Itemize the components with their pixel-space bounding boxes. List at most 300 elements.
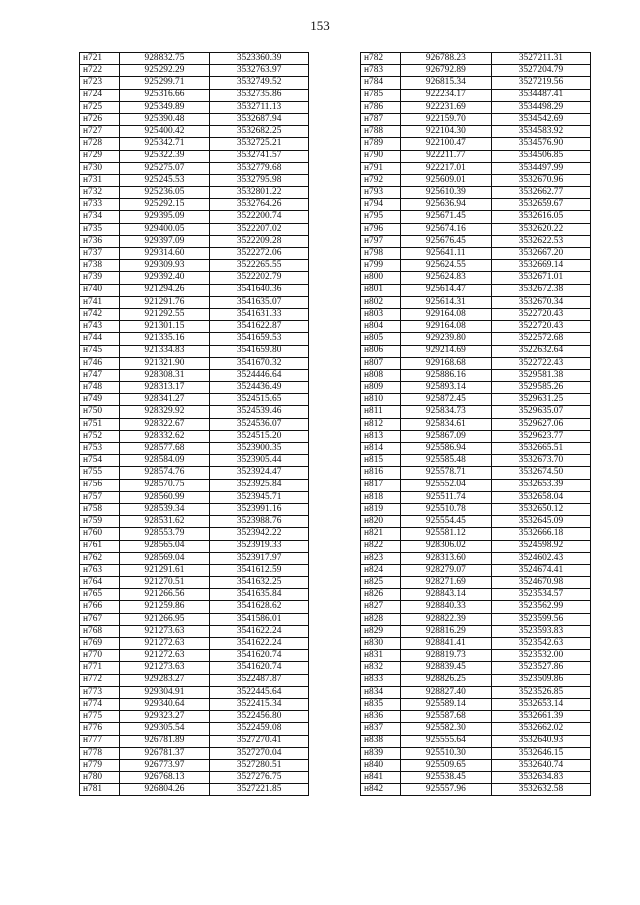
table-row xyxy=(80,711,309,723)
point-label: н740 xyxy=(80,284,120,296)
y-coordinate: 3527211.31 xyxy=(491,53,590,65)
table-row xyxy=(361,650,591,662)
table-row xyxy=(80,235,309,247)
table-row xyxy=(361,674,591,686)
point-label: н735 xyxy=(80,223,120,235)
x-coordinate: 921266.95 xyxy=(119,613,210,625)
point-label: н821 xyxy=(361,528,401,540)
x-coordinate: 921334.83 xyxy=(119,345,210,357)
x-coordinate: 928584.09 xyxy=(119,455,210,467)
y-coordinate: 3532620.22 xyxy=(491,223,590,235)
point-label: н775 xyxy=(80,711,120,723)
x-coordinate: 925624.83 xyxy=(400,272,491,284)
x-coordinate: 925236.05 xyxy=(119,187,210,199)
x-coordinate: 925509.65 xyxy=(400,759,491,771)
x-coordinate: 929164.08 xyxy=(400,308,491,320)
x-coordinate: 926768.13 xyxy=(119,772,210,784)
table-row xyxy=(361,211,591,223)
table-row xyxy=(80,248,309,260)
point-label: н770 xyxy=(80,650,120,662)
table-row xyxy=(361,784,591,796)
y-coordinate: 3522207.02 xyxy=(210,223,309,235)
table-row xyxy=(361,747,591,759)
y-coordinate: 3532711.13 xyxy=(210,101,309,113)
point-label: н784 xyxy=(361,77,401,89)
point-label: н788 xyxy=(361,126,401,138)
x-coordinate: 928840.33 xyxy=(400,601,491,613)
y-coordinate: 3541659.53 xyxy=(210,333,309,345)
table-row xyxy=(80,528,309,540)
point-label: н826 xyxy=(361,589,401,601)
y-coordinate: 3522572.68 xyxy=(491,333,590,345)
x-coordinate: 925316.66 xyxy=(119,89,210,101)
y-coordinate: 3532659.67 xyxy=(491,199,590,211)
x-coordinate: 929168.68 xyxy=(400,357,491,369)
y-coordinate: 3523532.00 xyxy=(491,650,590,662)
point-label: н797 xyxy=(361,235,401,247)
point-label: н751 xyxy=(80,418,120,430)
x-coordinate: 925557.96 xyxy=(400,784,491,796)
y-coordinate: 3532779.68 xyxy=(210,162,309,174)
point-label: н768 xyxy=(80,625,120,637)
table-row xyxy=(80,564,309,576)
y-coordinate: 3524446.64 xyxy=(210,369,309,381)
x-coordinate: 925349.89 xyxy=(119,101,210,113)
point-label: н801 xyxy=(361,284,401,296)
y-coordinate: 3529581.38 xyxy=(491,369,590,381)
table-row xyxy=(80,723,309,735)
table-row xyxy=(361,308,591,320)
x-coordinate: 929323.27 xyxy=(119,711,210,723)
point-label: н841 xyxy=(361,772,401,784)
x-coordinate: 928271.69 xyxy=(400,577,491,589)
point-label: н752 xyxy=(80,430,120,442)
x-coordinate: 925886.16 xyxy=(400,369,491,381)
table-row xyxy=(361,418,591,430)
point-label: н829 xyxy=(361,625,401,637)
y-coordinate: 3529585.26 xyxy=(491,382,590,394)
table-row xyxy=(361,113,591,125)
x-coordinate: 929164.08 xyxy=(400,321,491,333)
table-row xyxy=(361,735,591,747)
x-coordinate: 926804.26 xyxy=(119,784,210,796)
point-label: н816 xyxy=(361,467,401,479)
table-row xyxy=(361,235,591,247)
point-label: н813 xyxy=(361,430,401,442)
point-label: н809 xyxy=(361,382,401,394)
y-coordinate: 3524670.98 xyxy=(491,577,590,589)
x-coordinate: 929305.54 xyxy=(119,723,210,735)
table-row xyxy=(80,589,309,601)
y-coordinate: 3541620.74 xyxy=(210,662,309,674)
table-row xyxy=(80,345,309,357)
x-coordinate: 921273.63 xyxy=(119,662,210,674)
x-coordinate: 925581.12 xyxy=(400,528,491,540)
point-label: н804 xyxy=(361,321,401,333)
y-coordinate: 3541631.33 xyxy=(210,308,309,320)
x-coordinate: 929340.64 xyxy=(119,698,210,710)
coordinates-table-right xyxy=(360,52,591,796)
table-row xyxy=(80,77,309,89)
x-coordinate: 925275.07 xyxy=(119,162,210,174)
y-coordinate: 3534576.90 xyxy=(491,138,590,150)
point-label: н822 xyxy=(361,540,401,552)
x-coordinate: 928341.27 xyxy=(119,394,210,406)
table-row xyxy=(361,126,591,138)
table-row xyxy=(361,759,591,771)
x-coordinate: 921321.90 xyxy=(119,357,210,369)
y-coordinate: 3527219.56 xyxy=(491,77,590,89)
x-coordinate: 928574.76 xyxy=(119,467,210,479)
y-coordinate: 3534498.29 xyxy=(491,101,590,113)
x-coordinate: 929314.60 xyxy=(119,248,210,260)
y-coordinate: 3523991.16 xyxy=(210,503,309,515)
point-label: н837 xyxy=(361,723,401,735)
point-label: н827 xyxy=(361,601,401,613)
x-coordinate: 929239.80 xyxy=(400,333,491,345)
y-coordinate: 3523919.33 xyxy=(210,540,309,552)
y-coordinate: 3532665.51 xyxy=(491,443,590,455)
table-row xyxy=(361,589,591,601)
point-label: н755 xyxy=(80,467,120,479)
table-row xyxy=(361,686,591,698)
y-coordinate: 3522632.64 xyxy=(491,345,590,357)
x-coordinate: 925555.64 xyxy=(400,735,491,747)
point-label: н798 xyxy=(361,248,401,260)
table-row xyxy=(361,65,591,77)
y-coordinate: 3522272.06 xyxy=(210,248,309,260)
y-coordinate: 3541622.87 xyxy=(210,321,309,333)
y-coordinate: 3522459.08 xyxy=(210,723,309,735)
table-row xyxy=(80,333,309,345)
table-row xyxy=(80,625,309,637)
x-coordinate: 929214.69 xyxy=(400,345,491,357)
x-coordinate: 928816.29 xyxy=(400,625,491,637)
point-label: н723 xyxy=(80,77,120,89)
table-row xyxy=(361,223,591,235)
x-coordinate: 929400.05 xyxy=(119,223,210,235)
y-coordinate: 3541659.80 xyxy=(210,345,309,357)
table-row xyxy=(361,357,591,369)
table-row xyxy=(80,357,309,369)
table-row xyxy=(80,138,309,150)
y-coordinate: 3532725.21 xyxy=(210,138,309,150)
table-row xyxy=(80,638,309,650)
point-label: н762 xyxy=(80,552,120,564)
point-label: н820 xyxy=(361,516,401,528)
y-coordinate: 3527270.04 xyxy=(210,747,309,759)
point-label: н747 xyxy=(80,369,120,381)
y-coordinate: 3532646.15 xyxy=(491,747,590,759)
x-coordinate: 928577.68 xyxy=(119,443,210,455)
y-coordinate: 3523360.39 xyxy=(210,53,309,65)
point-label: н811 xyxy=(361,406,401,418)
x-coordinate: 921335.16 xyxy=(119,333,210,345)
table-row xyxy=(80,284,309,296)
point-label: н781 xyxy=(80,784,120,796)
point-label: н792 xyxy=(361,174,401,186)
y-coordinate: 3523527.86 xyxy=(491,662,590,674)
table-row xyxy=(361,711,591,723)
point-label: н724 xyxy=(80,89,120,101)
coordinates-table-right-body xyxy=(361,53,591,796)
point-label: н757 xyxy=(80,491,120,503)
point-label: н728 xyxy=(80,138,120,150)
y-coordinate: 3541640.36 xyxy=(210,284,309,296)
y-coordinate: 3532632.58 xyxy=(491,784,590,796)
table-row xyxy=(361,138,591,150)
point-label: н835 xyxy=(361,698,401,710)
y-coordinate: 3532650.12 xyxy=(491,503,590,515)
table-row xyxy=(80,577,309,589)
y-coordinate: 3523900.35 xyxy=(210,443,309,455)
x-coordinate: 928308.31 xyxy=(119,369,210,381)
table-row xyxy=(80,479,309,491)
table-row xyxy=(361,296,591,308)
y-coordinate: 3524674.41 xyxy=(491,564,590,576)
table-row xyxy=(80,601,309,613)
x-coordinate: 925538.45 xyxy=(400,772,491,784)
table-row xyxy=(361,772,591,784)
point-label: н753 xyxy=(80,443,120,455)
x-coordinate: 925511.74 xyxy=(400,491,491,503)
y-coordinate: 3541620.74 xyxy=(210,650,309,662)
table-row xyxy=(361,187,591,199)
point-label: н812 xyxy=(361,418,401,430)
x-coordinate: 926788.23 xyxy=(400,53,491,65)
y-coordinate: 3541586.01 xyxy=(210,613,309,625)
table-row xyxy=(80,540,309,552)
point-label: н786 xyxy=(361,101,401,113)
point-label: н838 xyxy=(361,735,401,747)
point-label: н756 xyxy=(80,479,120,491)
point-label: н761 xyxy=(80,540,120,552)
x-coordinate: 925676.45 xyxy=(400,235,491,247)
x-coordinate: 921272.63 xyxy=(119,638,210,650)
x-coordinate: 928819.73 xyxy=(400,650,491,662)
point-label: н733 xyxy=(80,199,120,211)
x-coordinate: 925585.48 xyxy=(400,455,491,467)
point-label: н737 xyxy=(80,248,120,260)
table-row xyxy=(80,491,309,503)
x-coordinate: 925586.94 xyxy=(400,443,491,455)
x-coordinate: 921291.61 xyxy=(119,564,210,576)
y-coordinate: 3532653.39 xyxy=(491,479,590,491)
table-row xyxy=(80,308,309,320)
y-coordinate: 3532670.34 xyxy=(491,296,590,308)
x-coordinate: 928306.02 xyxy=(400,540,491,552)
table-row xyxy=(80,272,309,284)
y-coordinate: 3522265.55 xyxy=(210,260,309,272)
x-coordinate: 922100.47 xyxy=(400,138,491,150)
y-coordinate: 3532666.18 xyxy=(491,528,590,540)
table-row xyxy=(361,382,591,394)
y-coordinate: 3522720.43 xyxy=(491,321,590,333)
table-row xyxy=(361,503,591,515)
table-row xyxy=(361,625,591,637)
table-row xyxy=(80,187,309,199)
x-coordinate: 928569.04 xyxy=(119,552,210,564)
x-coordinate: 925636.94 xyxy=(400,199,491,211)
x-coordinate: 922217.01 xyxy=(400,162,491,174)
table-row xyxy=(361,552,591,564)
table-row xyxy=(80,126,309,138)
point-label: н749 xyxy=(80,394,120,406)
point-label: н825 xyxy=(361,577,401,589)
table-row xyxy=(80,662,309,674)
x-coordinate: 925867.09 xyxy=(400,430,491,442)
y-coordinate: 3523593.83 xyxy=(491,625,590,637)
y-coordinate: 3532622.53 xyxy=(491,235,590,247)
table-row xyxy=(80,735,309,747)
point-label: н750 xyxy=(80,406,120,418)
x-coordinate: 928313.60 xyxy=(400,552,491,564)
x-coordinate: 928531.62 xyxy=(119,516,210,528)
x-coordinate: 926792.89 xyxy=(400,65,491,77)
table-row xyxy=(80,174,309,186)
table-row xyxy=(361,564,591,576)
x-coordinate: 922211.77 xyxy=(400,150,491,162)
point-label: н791 xyxy=(361,162,401,174)
y-coordinate: 3523925.84 xyxy=(210,479,309,491)
y-coordinate: 3532634.83 xyxy=(491,772,590,784)
point-label: н765 xyxy=(80,589,120,601)
x-coordinate: 928843.14 xyxy=(400,589,491,601)
point-label: н778 xyxy=(80,747,120,759)
point-label: н799 xyxy=(361,260,401,272)
x-coordinate: 925872.45 xyxy=(400,394,491,406)
point-label: н824 xyxy=(361,564,401,576)
y-coordinate: 3524515.65 xyxy=(210,394,309,406)
point-label: н828 xyxy=(361,613,401,625)
y-coordinate: 3532658.04 xyxy=(491,491,590,503)
table-row xyxy=(80,772,309,784)
point-label: н807 xyxy=(361,357,401,369)
table-row xyxy=(361,77,591,89)
x-coordinate: 922234.17 xyxy=(400,89,491,101)
table-row xyxy=(80,613,309,625)
point-label: н789 xyxy=(361,138,401,150)
x-coordinate: 921266.56 xyxy=(119,589,210,601)
table-row xyxy=(361,199,591,211)
y-coordinate: 3532764.26 xyxy=(210,199,309,211)
y-coordinate: 3532670.96 xyxy=(491,174,590,186)
y-coordinate: 3532616.05 xyxy=(491,211,590,223)
point-label: н818 xyxy=(361,491,401,503)
x-coordinate: 925609.01 xyxy=(400,174,491,186)
y-coordinate: 3524436.49 xyxy=(210,382,309,394)
table-row xyxy=(361,577,591,589)
point-label: н759 xyxy=(80,516,120,528)
y-coordinate: 3541622.24 xyxy=(210,625,309,637)
point-label: н842 xyxy=(361,784,401,796)
point-label: н766 xyxy=(80,601,120,613)
x-coordinate: 925552.04 xyxy=(400,479,491,491)
table-row xyxy=(80,65,309,77)
point-label: н726 xyxy=(80,113,120,125)
x-coordinate: 928332.62 xyxy=(119,430,210,442)
y-coordinate: 3532749.52 xyxy=(210,77,309,89)
table-row xyxy=(361,272,591,284)
table-row xyxy=(80,162,309,174)
point-label: н779 xyxy=(80,759,120,771)
x-coordinate: 925554.45 xyxy=(400,516,491,528)
table-row xyxy=(80,150,309,162)
y-coordinate: 3523905.44 xyxy=(210,455,309,467)
point-label: н739 xyxy=(80,272,120,284)
point-label: н725 xyxy=(80,101,120,113)
point-label: н722 xyxy=(80,65,120,77)
point-label: н819 xyxy=(361,503,401,515)
point-label: н772 xyxy=(80,674,120,686)
x-coordinate: 925614.31 xyxy=(400,296,491,308)
x-coordinate: 925834.61 xyxy=(400,418,491,430)
point-label: н727 xyxy=(80,126,120,138)
coordinates-table-left-body xyxy=(80,53,309,796)
x-coordinate: 925245.53 xyxy=(119,174,210,186)
point-label: н730 xyxy=(80,162,120,174)
table-row xyxy=(361,150,591,162)
table-row xyxy=(361,540,591,552)
x-coordinate: 928827.40 xyxy=(400,686,491,698)
y-coordinate: 3532640.93 xyxy=(491,735,590,747)
point-label: н805 xyxy=(361,333,401,345)
point-label: н744 xyxy=(80,333,120,345)
x-coordinate: 928822.39 xyxy=(400,613,491,625)
table-row xyxy=(361,455,591,467)
table-row xyxy=(80,101,309,113)
x-coordinate: 928565.04 xyxy=(119,540,210,552)
y-coordinate: 3522209.28 xyxy=(210,235,309,247)
table-row xyxy=(80,211,309,223)
y-coordinate: 3532735.86 xyxy=(210,89,309,101)
y-coordinate: 3541622.24 xyxy=(210,638,309,650)
table-row xyxy=(361,53,591,65)
y-coordinate: 3534583.92 xyxy=(491,126,590,138)
point-label: н839 xyxy=(361,747,401,759)
table-row xyxy=(80,430,309,442)
point-label: н754 xyxy=(80,455,120,467)
point-label: н806 xyxy=(361,345,401,357)
y-coordinate: 3541670.32 xyxy=(210,357,309,369)
y-coordinate: 3532741.57 xyxy=(210,150,309,162)
point-label: н734 xyxy=(80,211,120,223)
y-coordinate: 3534497.99 xyxy=(491,162,590,174)
y-coordinate: 3524598.92 xyxy=(491,540,590,552)
table-row xyxy=(361,284,591,296)
table-row xyxy=(361,613,591,625)
table-row xyxy=(361,430,591,442)
y-coordinate: 3523917.97 xyxy=(210,552,309,564)
x-coordinate: 922104.30 xyxy=(400,126,491,138)
point-label: н823 xyxy=(361,552,401,564)
table-row xyxy=(80,382,309,394)
point-label: н802 xyxy=(361,296,401,308)
x-coordinate: 925582.30 xyxy=(400,723,491,735)
y-coordinate: 3523526.85 xyxy=(491,686,590,698)
table-row xyxy=(80,698,309,710)
y-coordinate: 3523988.76 xyxy=(210,516,309,528)
table-row xyxy=(80,784,309,796)
table-row xyxy=(361,491,591,503)
y-coordinate: 3522202.79 xyxy=(210,272,309,284)
table-row xyxy=(80,296,309,308)
table-row xyxy=(361,333,591,345)
x-coordinate: 925510.78 xyxy=(400,503,491,515)
table-row xyxy=(361,601,591,613)
point-label: н796 xyxy=(361,223,401,235)
x-coordinate: 928841.41 xyxy=(400,638,491,650)
